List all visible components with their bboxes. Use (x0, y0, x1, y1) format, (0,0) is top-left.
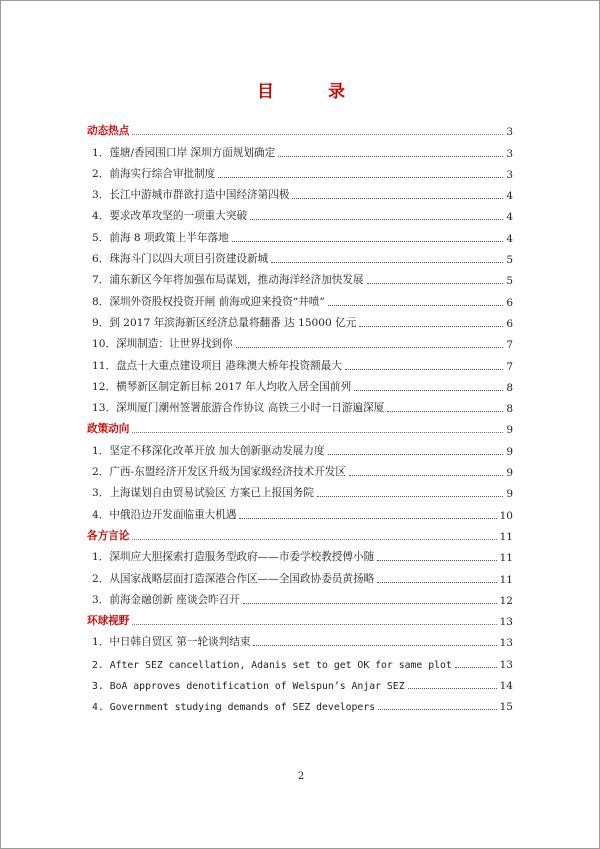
toc-entry[interactable] (87, 373, 513, 394)
toc-entry[interactable] (87, 394, 513, 415)
dot-leader (132, 539, 496, 540)
toc-page-number: 8 (506, 403, 513, 416)
toc-page-number: 3 (506, 126, 513, 139)
toc-page-number: 7 (506, 360, 513, 373)
page-title: 目 录 (257, 82, 369, 102)
toc-page-number: 5 (506, 254, 513, 267)
toc-page-number: 3 (506, 147, 513, 160)
toc-entry-title: 环球视野 (87, 615, 130, 628)
toc-entry-title: 3. BoA approves denotification of Welspun’s Anjar SEZ (92, 681, 405, 693)
toc-entry-title: 政策动向 (87, 423, 130, 436)
dot-leader (236, 347, 504, 348)
dot-leader (253, 645, 496, 646)
toc-page-number: 12 (499, 594, 513, 607)
toc-entry-title: 12．横琴新区制定新目标 2017 年人均收入居全国前列 (92, 380, 352, 393)
dot-leader (328, 454, 504, 455)
toc-section-heading[interactable] (87, 117, 513, 138)
dot-leader (367, 283, 504, 284)
dot-leader (387, 411, 503, 412)
toc-section-heading[interactable] (87, 415, 513, 436)
toc-entry-title: 10．深圳制造：让世界找到你 (92, 338, 233, 351)
toc-entry[interactable] (87, 138, 513, 159)
toc-page-number: 11 (499, 552, 513, 565)
dot-leader (239, 518, 496, 519)
dot-leader (243, 603, 497, 604)
toc-page-number: 7 (506, 339, 513, 352)
toc-entry-title: 6．珠海斗门以四大项目引资建设新城 (92, 253, 269, 266)
toc-entry-title: 2．广西-东盟经济开发区升级为国家级经济技术开发区 (92, 466, 346, 479)
dot-leader (132, 134, 503, 135)
toc-entry[interactable] (87, 287, 513, 308)
toc-section-heading[interactable] (87, 607, 513, 628)
toc-page-number: 4 (506, 211, 513, 224)
toc-page-number: 9 (506, 424, 513, 437)
dot-leader (132, 432, 503, 433)
toc-entry[interactable] (87, 181, 513, 202)
toc-entry[interactable] (87, 351, 513, 372)
toc-page-number: 11 (499, 530, 513, 543)
toc-entry-title: 1．深圳应大胆探索打造服务型政府——市委学校教授傅小随 (92, 551, 375, 564)
toc-page-number: 15 (499, 701, 513, 714)
dot-leader (345, 369, 503, 370)
toc-entry-title: 1．中日韩自贸区 第一轮谈判结束 (92, 636, 251, 649)
toc-entry-title: 11．盘点十大重点建设项目 港珠澳大桥年投资额最大 (92, 359, 342, 372)
toc-page-number: 13 (499, 637, 513, 650)
toc-entry[interactable] (87, 160, 513, 181)
toc-page-number: 13 (499, 658, 513, 671)
toc-entry[interactable] (87, 671, 513, 692)
toc-entry-title: 2. After SEZ cancellation, Adanis set to get OK for same plot (92, 659, 452, 671)
toc-page-number: 4 (506, 190, 513, 203)
toc-entry-title: 5．前海 8 项政策上半年落地 (92, 231, 229, 244)
toc-page-number: 14 (499, 680, 513, 693)
toc-page-number: 6 (506, 317, 513, 330)
toc-entry[interactable] (87, 692, 513, 713)
toc-entry-title: 1．坚定不移深化改革开放 加大创新驱动发展力度 (92, 444, 325, 457)
toc-page-number: 13 (499, 616, 513, 629)
toc-entry-title: 动态热点 (87, 125, 130, 138)
toc-entry-title: 4．中俄沿边开发面临重大机遇 (92, 508, 237, 521)
toc-page-number: 3 (506, 168, 513, 181)
toc-entry-title: 3．上海谋划自由贸易试验区 方案已上报国务院 (92, 487, 314, 500)
toc-entry-title: 4．要求改革攻坚的一项重大突破 (92, 210, 248, 223)
dot-leader (328, 305, 504, 306)
toc-entry[interactable] (87, 266, 513, 287)
toc-entry[interactable] (87, 543, 513, 564)
toc-entry-title: 3．前海金融创新 座谈会昨召开 (92, 593, 240, 606)
toc-entry[interactable] (87, 436, 513, 457)
dot-leader (250, 219, 503, 220)
toc-page-number: 6 (506, 296, 513, 309)
toc-entry[interactable] (87, 564, 513, 585)
toc-entry-title: 2．从国家战略层面打造深港合作区——全国政协委员黄扬略 (92, 572, 375, 585)
toc-section-heading[interactable] (87, 522, 513, 543)
toc-entry[interactable] (87, 458, 513, 479)
dot-leader (378, 709, 497, 710)
toc-page-number: 5 (506, 275, 513, 288)
toc-entry[interactable] (87, 586, 513, 607)
dot-leader (455, 667, 497, 668)
toc-page-number: 11 (499, 573, 513, 586)
dot-leader (377, 582, 496, 583)
toc-page-number: 9 (506, 445, 513, 458)
toc-entry-title: 8．深圳外资股权投资开闸 前海或迎来投资“井喷” (92, 295, 325, 308)
dot-leader (218, 177, 503, 178)
toc-entry-title: 9．到 2017 年滨海新区经济总量将翻番 达 15000 亿元 (92, 316, 357, 329)
toc-page-number: 4 (506, 232, 513, 245)
toc-entry[interactable] (87, 500, 513, 521)
toc-entry[interactable] (87, 628, 513, 649)
dot-leader (271, 262, 503, 263)
toc-entry[interactable] (87, 202, 513, 223)
toc-entry[interactable] (87, 479, 513, 500)
toc-entry[interactable] (87, 245, 513, 266)
dot-leader (317, 496, 503, 497)
toc-entry[interactable] (87, 649, 513, 670)
toc-page-number: 9 (506, 467, 513, 480)
toc-entry-title: 1．莲塘/香园围口岸 深圳方面规划确定 (92, 146, 276, 159)
toc-entry-title: 各方言论 (87, 529, 130, 542)
dot-leader (278, 156, 503, 157)
dot-leader (377, 560, 496, 561)
toc-page-number: 8 (506, 381, 513, 394)
toc-entry[interactable] (87, 309, 513, 330)
toc-page-number: 9 (506, 488, 513, 501)
dot-leader (359, 326, 503, 327)
toc-entry[interactable] (87, 330, 513, 351)
dot-leader (232, 241, 504, 242)
toc-entry-title: 2．前海实行综合审批制度 (92, 167, 216, 180)
toc-entry[interactable] (87, 223, 513, 244)
dot-leader (349, 475, 503, 476)
toc-page-number: 10 (499, 509, 513, 522)
dot-leader (354, 390, 503, 391)
toc-entry-title: 4. Government studying demands of SEZ developers (92, 702, 376, 714)
table-of-contents (87, 117, 513, 713)
toc-entry-title: 7．浦东新区今年将加强布局谋划，推动海洋经济加快发展 (92, 274, 364, 287)
dot-leader (408, 688, 497, 689)
page-number: 2 (297, 771, 305, 782)
toc-entry-title: 3．长江中游城市群欲打造中国经济第四极 (92, 189, 290, 202)
dot-leader (292, 198, 503, 199)
toc-entry-title: 13．深圳厦门潮州签署旅游合作协议 高铁三小时一日游遍深厦 (92, 402, 385, 415)
dot-leader (132, 624, 496, 625)
